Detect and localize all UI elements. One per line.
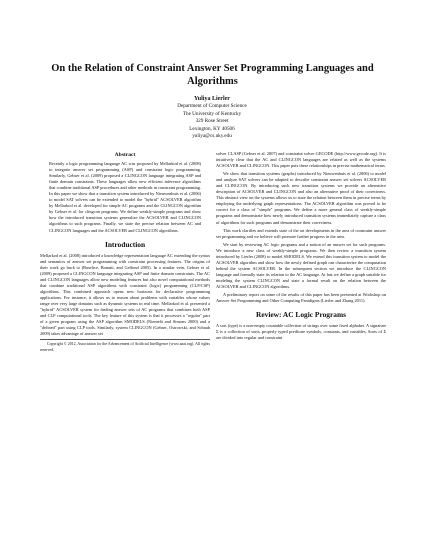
author-email: yuliya@cs.uky.edu (192, 133, 232, 140)
affiliation-line: The University of Kentucky (182, 110, 242, 117)
copyright-notice: Copyright © 2012, Association for the Advancement of Artificial Intelligence (www.aaai.org). All rights reserved. (40, 339, 210, 353)
affiliation-line: Lexington, KY 40506 (189, 125, 235, 132)
body-paragraph: We start by reviewing AC logic programs and a notion of an answer set for such programs. We introduce a new class of weakly-simple programs. We then review a transition system introduced by Lierler (2008) to model SMODELS. We extend this transition system to model the ACSOLVER algorithm and show how the newly defined graph can characterize the computation behind the system ACSOLVER. In the subsequent section we introduce the CLINGCON language and formally state its relation to the AC language. At last we define a graph suitable for modeling the system CLINGCON and state a formal result on the relation between the ACSOLVER and CLINGCON algorithms. (216, 241, 386, 289)
author-block (112, 96, 312, 140)
affiliation-line: 329 Rose Street (195, 118, 229, 125)
body-paragraph: We show that transition systems (graphs) introduced by Nieuwenhuis et al. (2006) to model and analyze SAT solvers can be adapted to describe constraint answer set solvers ACSOLVER and CLINGCON. By introducing such new transition systems we provide an alternative description of ACSOLVER and CLINGCON and also an alternative proof of their correctness. This abstract view on the systems allows us to state the relation between them in precise terms by employing the underlying graph representations. The ACSOLVER algorithm was proved to be correct for a class of "simple" programs. We define a more general class of weakly-simple programs and demonstrate how newly introduced transition systems immediately capture a class of algorithms for such programs and demonstrate their correctness. (216, 171, 386, 225)
abstract (40, 161, 210, 234)
right-column (216, 151, 386, 343)
introduction-heading: Introduction (104, 239, 146, 249)
body-paragraph: solver CLASP (Gebser et al. 2007) and constraint solver GECODE (http://www.gecode.org). It is intuitively clear that the AC and CLINGCON languages are related as well as the systems ACSOLVER and CLINGCON. This paper puts these relationships in precise mathematical terms. (216, 151, 386, 169)
body-paragraph: A preliminary report on some of the results of this paper has been presented at Workshop on Answer Set Programming and Other Computing Paradigms (Lierler and Zhang 2011). (216, 292, 386, 304)
affiliation-line: Department of Computer Science (177, 103, 247, 110)
body-paragraph: This work clarifies and extends state of the art developments in the area of constraint answer set programming and we believe will promote further progress in the area. (216, 227, 386, 239)
abstract-heading: Abstract (114, 152, 136, 158)
author-name: Yuliya Lierler (194, 96, 230, 102)
introduction-text: Mellarkod et al. (2008) introduced a knowledge representation language AC extending the syntax and semantics of answer set programming with constraint processing features. The origins of their work go back to (Baselice, Bonatti, and Gelfond 2005). In a similar vein, Gebser et al. (2009) proposed a CLINGCON language integrating ASP and finite domain constraints. The AC and CLINGCON languages allow new modeling features but also novel computational methods that combine traditional ASP algorithms with constraint (logic) programming (CLP/CSP) algorithms. This combined approach opens new horizons for declarative programming applications. For instance, it allows us to reason about problems with variables whose values range over very large domains such as dynamic systems in real time. Mellarkod et al. presented a "hybrid" ACSOLVER system for finding answer sets of AC programs that combines both ASP and CLP computational tools. The key feature of this system is that it processes a "regular" part of a given program using the ASP algorithm SMODELS (Niemelä and Simons 2000) and a "defined" part using CLP tools. Similarly, system CLINGCON (Gebser, Ostrowski, and Schaub 2009) takes advantage of answer set (40, 252, 210, 337)
review-heading: Review: AC Logic Programs (256, 310, 346, 320)
abstract-text: Recently a logic programming language AC was proposed by Mellarkod et al. (2008) to integrate answer set programming (ASP) and constraint logic programming. Similarly, Gebser et al. (2009) proposed a CLINGCON language integrating ASP and finite domain constraints. These languages allow new efficient inference algorithms that combine traditional ASP procedures and other methods in constraint programming. In this paper we show that a transition system introduced by Nieuwenhuis et al. (2006) to model SAT solvers can be extended to model the "hybrid" ACSOLVER algorithm by Mellarkod et al. developed for simple AC programs and the CLINGCON algorithm by Gebser et al. for clingcon programs. We define weakly-simple programs and show how the introduced transition systems generalize the ACSOLVER and CLINGCON algorithms to such programs. Finally, we state the precise relation between AC and CLINGCON languages and the ACSOLVER and CLINGCON algorithms. (49, 161, 201, 233)
paper-title: On the Relation of Constraint Answer Set Programming Languages and Algorithms (51, 63, 374, 87)
review-text: A sort (type) is a non-empty countable collection of strings over some fixed alphabet. A signature Σ is a collection of sorts, properly typed predicate symbols, constants, and variables. Sorts of Σ are divided into regular and constraint (216, 323, 386, 341)
left-column (40, 151, 210, 355)
